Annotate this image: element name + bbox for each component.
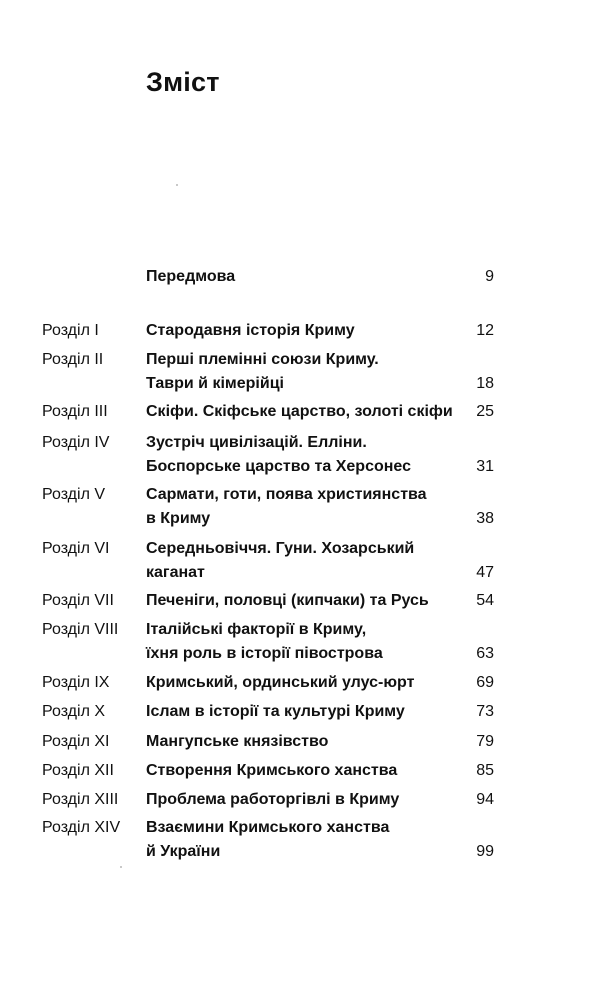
toc-row-8[interactable]	[0, 618, 600, 666]
toc-row-7[interactable]	[0, 589, 600, 613]
toc-row-11[interactable]	[0, 730, 600, 754]
chapter-page: 38	[476, 510, 494, 527]
chapter-title[interactable]: Перші племінні союзи Криму. Таври й кімерійці	[146, 351, 379, 392]
chapter-title[interactable]: Скіфи. Скіфське царство, золоті скіфи	[146, 403, 453, 420]
chapter-label: Розділ IX	[42, 674, 110, 691]
chapter-page: 85	[476, 762, 494, 779]
chapter-page: 25	[476, 403, 494, 420]
chapter-title[interactable]: Кримський, ординський улус-юрт	[146, 674, 415, 691]
chapter-title[interactable]: Печеніги, половці (кипчаки) та Русь	[146, 592, 429, 609]
chapter-label: Розділ XI	[42, 733, 110, 750]
chapter-label: Розділ II	[42, 351, 104, 368]
chapter-page: 54	[476, 592, 494, 609]
chapter-label: Розділ VI	[42, 540, 110, 557]
chapter-label: Розділ V	[42, 486, 106, 503]
chapter-label: Розділ I	[42, 322, 99, 339]
page-title: Зміст	[146, 67, 220, 97]
preface-title[interactable]: Передмова	[146, 268, 236, 285]
chapter-page: 12	[476, 322, 494, 339]
chapter-title[interactable]: Середньовіччя. Гуни. Хозарський каганат	[146, 540, 415, 581]
paper-speck	[176, 184, 178, 186]
chapter-label: Розділ XIII	[42, 791, 119, 808]
toc-row-10[interactable]	[0, 700, 600, 724]
chapter-page: 99	[476, 843, 494, 860]
chapter-label: Розділ XIV	[42, 819, 121, 836]
toc-row-13[interactable]	[0, 788, 600, 812]
chapter-title[interactable]: Іслам в історії та культурі Криму	[146, 703, 405, 720]
chapter-title[interactable]: Стародавня історія Криму	[146, 322, 355, 339]
chapter-label: Розділ XII	[42, 762, 114, 779]
chapter-title[interactable]: Італійські факторії в Криму, їхня роль в історії півострова	[146, 621, 383, 662]
chapter-title[interactable]: Взаємини Кримського ханства й України	[146, 819, 390, 860]
chapter-label: Розділ III	[42, 403, 108, 420]
chapter-page: 79	[476, 733, 494, 750]
toc-row-4[interactable]	[0, 431, 600, 479]
paper-speck	[120, 866, 122, 868]
toc-row-2[interactable]	[0, 348, 600, 396]
chapter-title[interactable]: Проблема работоргівлі в Криму	[146, 791, 400, 808]
chapter-label: Розділ VII	[42, 592, 114, 609]
chapter-page: 63	[476, 645, 494, 662]
chapter-label: Розділ X	[42, 703, 106, 720]
chapter-page: 73	[476, 703, 494, 720]
toc-row-9[interactable]	[0, 671, 600, 695]
toc-row-5[interactable]	[0, 483, 600, 531]
chapter-page: 47	[476, 564, 494, 581]
chapter-title[interactable]: Сармати, готи, поява християнства в Криму	[146, 486, 427, 527]
chapter-page: 69	[476, 674, 494, 691]
chapter-page: 18	[476, 375, 494, 392]
chapter-label: Розділ VIII	[42, 621, 119, 638]
toc-row-14[interactable]	[0, 816, 600, 864]
toc-row-12[interactable]	[0, 759, 600, 783]
chapter-title[interactable]: Створення Кримського ханства	[146, 762, 398, 779]
toc-row-6[interactable]	[0, 537, 600, 585]
chapter-page: 94	[476, 791, 494, 808]
preface-page: 9	[485, 268, 494, 285]
toc-row-3[interactable]	[0, 400, 600, 424]
toc-row-1[interactable]	[0, 319, 600, 343]
chapter-label: Розділ IV	[42, 434, 110, 451]
chapter-title[interactable]: Зустріч цивілізацій. Елліни. Боспорське царство та Херсонес	[146, 434, 411, 475]
chapter-title[interactable]: Мангупське князівство	[146, 733, 329, 750]
chapter-page: 31	[476, 458, 494, 475]
